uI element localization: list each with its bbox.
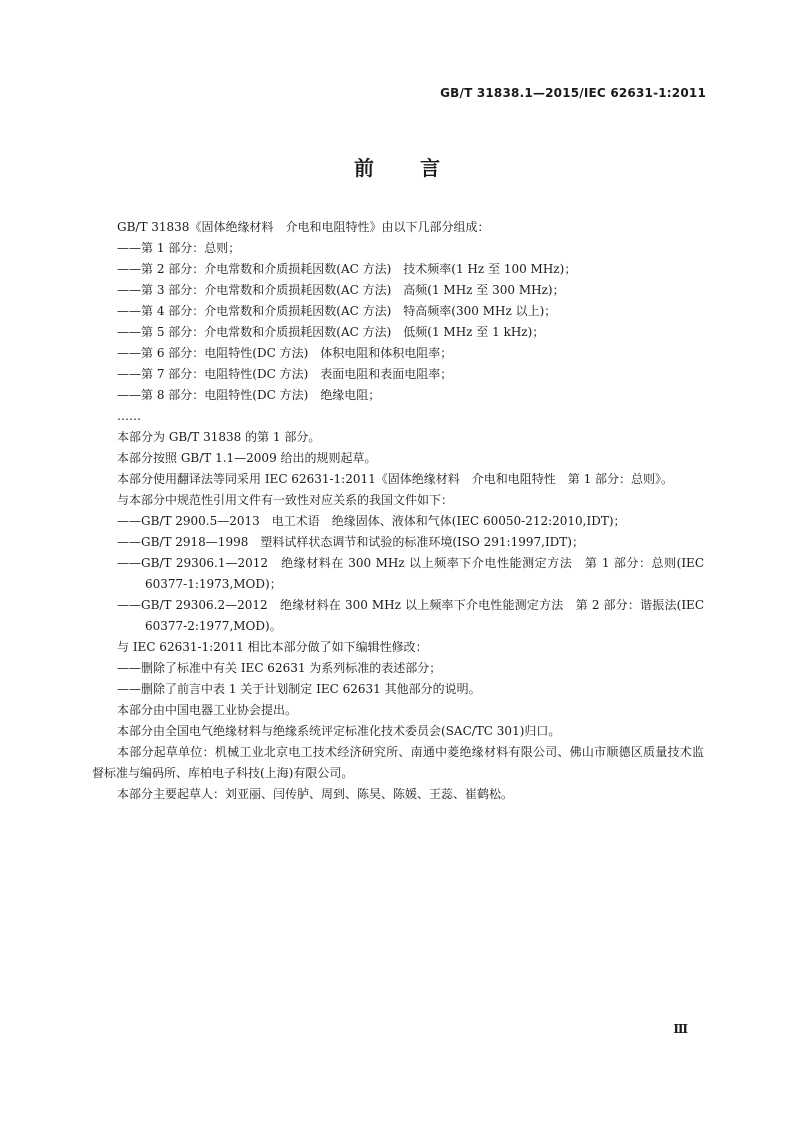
part-list-item-5: ——第 5 部分：介电常数和介质损耗因数(AC 方法) 低频(1 MHz 至 1 kHz)；	[117, 325, 545, 339]
part-list-item-7: ——第 7 部分：电阻特性(DC 方法) 表面电阻和表面电阻率；	[117, 367, 453, 381]
intro-paragraph: GB/T 31838《固体绝缘材料 介电和电阻特性》由以下几部分组成：	[117, 220, 490, 234]
reference-item-1: ——GB/T 2900.5—2013 电工术语 绝缘固体、液体和气体(IEC 60050-212:2010,IDT)；	[117, 514, 626, 528]
drafting-organizations-paragraph: 本部分起草单位：机械工业北京电工技术经济研究所、南通中菱绝缘材料有限公司、佛山市顺德区质量技术监督标准与编码所、库柏电子科技(上海)有限公司。	[92, 745, 704, 780]
part-list-item-6: ——第 6 部分：电阻特性(DC 方法) 体积电阻和体积电阻率；	[117, 346, 453, 360]
drafters-paragraph: 本部分主要起草人：刘亚丽、闫传胪、周到、陈昊、陈媛、王蕊、崔鹤松。	[117, 787, 514, 801]
drafting-rules-paragraph: 本部分按照 GB/T 1.1—2009 给出的规则起草。	[117, 451, 377, 465]
page-title	[0, 152, 794, 181]
preface-body	[92, 217, 704, 805]
reference-item-3: ——GB/T 29306.1—2012 绝缘材料在 300 MHz 以上频率下介电性能测定方法 第 1 部分：总则(IEC 60377-1:1973,MOD)；	[117, 556, 704, 591]
reference-item-4: ——GB/T 29306.2—2012 绝缘材料在 300 MHz 以上频率下介电性能测定方法 第 2 部分：谐振法(IEC 60377-2:1977,MOD)。	[117, 598, 704, 633]
part-list-item-1: ——第 1 部分：总则；	[117, 241, 241, 255]
change-item-1: ——删除了标准中有关 IEC 62631 为系列标准的表述部分；	[117, 661, 442, 675]
part1-paragraph: 本部分为 GB/T 31838 的第 1 部分。	[117, 430, 321, 444]
proposed-by-paragraph: 本部分由中国电器工业协会提出。	[117, 703, 298, 717]
committee-paragraph: 本部分由全国电气绝缘材料与绝缘系统评定标准化技术委员会(SAC/TC 301)归口。	[117, 724, 561, 738]
page-title-char-1: 前	[354, 156, 374, 180]
reference-item-2: ——GB/T 2918—1998 塑料试样状态调节和试验的标准环境(ISO 291:1997,IDT)；	[117, 535, 584, 549]
references-intro-paragraph: 与本部分中规范性引用文件有一致性对应关系的我国文件如下：	[117, 493, 454, 507]
part-list-item-4: ——第 4 部分：介电常数和介质损耗因数(AC 方法) 特高频率(300 MHz 以上)；	[117, 304, 557, 318]
standard-number-header: GB/T 31838.1—2015/IEC 62631-1:2011	[440, 86, 706, 100]
ellipsis: ……	[117, 409, 141, 423]
part-list-item-2: ——第 2 部分：介电常数和介质损耗因数(AC 方法) 技术频率(1 Hz 至 100 MHz)；	[117, 262, 577, 276]
page-number: Ⅲ	[673, 1022, 688, 1036]
part-list-item-8: ——第 8 部分：电阻特性(DC 方法) 绝缘电阻；	[117, 388, 381, 402]
part-list-item-3: ——第 3 部分：介电常数和介质损耗因数(AC 方法) 高频(1 MHz 至 300 MHz)；	[117, 283, 565, 297]
page-title-char-2: 言	[420, 156, 440, 180]
changes-intro-paragraph: 与 IEC 62631-1:2011 相比本部分做了如下编辑性修改：	[117, 640, 428, 654]
translation-paragraph: 本部分使用翻译法等同采用 IEC 62631-1:2011《固体绝缘材料 介电和电阻特性 第 1 部分：总则》。	[117, 472, 674, 486]
change-item-2: ——删除了前言中表 1 关于计划制定 IEC 62631 其他部分的说明。	[117, 682, 481, 696]
